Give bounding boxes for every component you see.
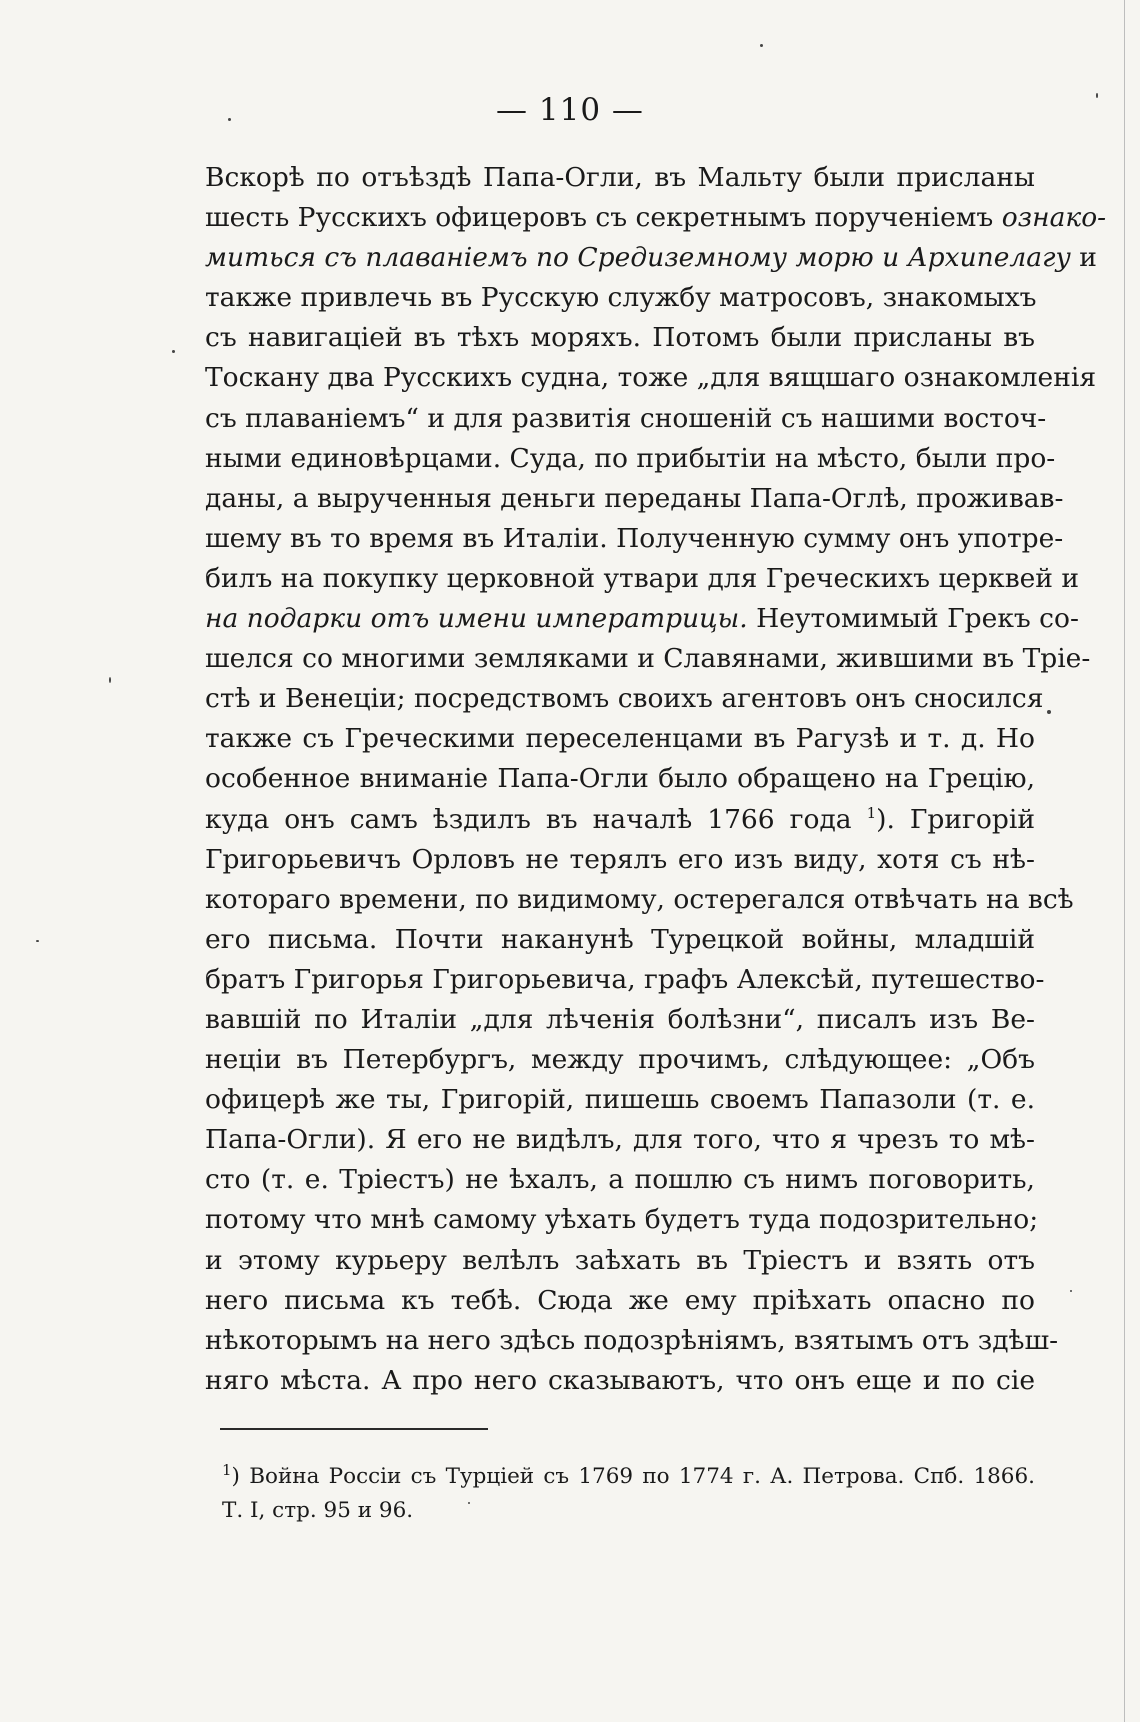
text-line: шему въ то время въ Италіи. Полученную сумму онъ употре-: [205, 522, 1064, 554]
footnote-marker: 1: [222, 1460, 232, 1479]
text-line: него письма къ тебѣ. Сюда же ему пріѣхать опасно по: [205, 1284, 1035, 1316]
footnotes: [222, 1460, 1035, 1528]
footnote-divider: [220, 1428, 488, 1430]
text-line: Вскорѣ по отъѣздѣ Папа-Огли, въ Мальту были присланы: [205, 162, 1035, 193]
scan-speck: [36, 940, 39, 942]
page-number: — 110 —: [496, 92, 644, 128]
text-line: ными единовѣрцами. Суда, по прибытіи на мѣсто, были про-: [205, 442, 1056, 474]
text-line: Папа-Огли). Я его не видѣлъ, для того, что я чрезъ то мѣ-: [205, 1124, 1035, 1156]
text-line: куда онъ самъ ѣздилъ въ началѣ 1766 года $^1$). Григорій: [205, 803, 1035, 835]
body-text: [205, 158, 1107, 1401]
text-line: на подарки отъ имени императрицы. Неутомимый Грекъ со-: [205, 603, 1079, 635]
scan-speck: [109, 677, 111, 683]
text-line: братъ Григорья Григорьевича, графъ Алексѣй, путешество-: [205, 963, 1045, 995]
scan-speck: [1047, 710, 1051, 714]
text-line: билъ на покупку церковной утвари для Греческихъ церквей и: [205, 562, 1080, 594]
text-line: Григорьевичъ Орловъ не терялъ его изъ виду, хотя съ нѣ-: [205, 843, 1035, 875]
scan-speck: [468, 1502, 470, 1504]
text-line: сто (т. е. Тріестъ) не ѣхалъ, а пошлю съ нимъ поговорить,: [205, 1164, 1035, 1196]
scan-speck: [1070, 1290, 1072, 1292]
scan-edge: [1124, 0, 1125, 1722]
footnote-ref: 1: [866, 803, 877, 822]
text-line: съ плаваніемъ“ и для развитія сношеній съ нашими восточ-: [205, 402, 1047, 434]
text-line: даны, а вырученныя деньги переданы Папа-Оглѣ, проживав-: [205, 482, 1064, 514]
scan-speck: [228, 118, 231, 121]
text-line: его письма. Почти наканунѣ Турецкой войны, младшій: [205, 923, 1035, 955]
text-line: вавшій по Италіи „для лѣченія болѣзни“, писалъ изъ Ве-: [205, 1003, 1035, 1035]
scan-speck: [760, 44, 763, 47]
text-line: стѣ и Венеціи; посредствомъ своихъ агентовъ онъ сносился: [205, 683, 1044, 715]
scan-speck: [1096, 93, 1098, 98]
text-line: неціи въ Петербургъ, между прочимъ, слѣдующее: „Объ: [205, 1044, 1035, 1076]
text-line: и этому курьеру велѣлъ заѣхать въ Тріестъ и взять отъ: [205, 1244, 1035, 1276]
footnote-line: $^1$) Война Россіи съ Турціей съ 1769 по 1774 г. А. Петрова. Спб. 1866.: [222, 1460, 1035, 1489]
text-line: шелся со многими земляками и Славянами, жившими въ Тріе-: [205, 643, 1091, 675]
text-line: также съ Греческими переселенцами въ Рагузѣ и т. д. Но: [205, 723, 1035, 755]
text-line: Тоскану два Русскихъ судна, тоже „для вящшаго ознакомленія: [205, 362, 1097, 394]
text-line: также привлечь въ Русскую службу матросовъ, знакомыхъ: [205, 282, 1037, 314]
text-line: миться съ плаваніемъ по Средиземному морю и Архипелагу и: [205, 242, 1097, 274]
text-line: особенное вниманіе Папа-Огли было обращено на Грецію,: [205, 763, 1035, 795]
text-line: шесть Русскихъ офицеровъ съ секретнымъ порученіемъ ознако-: [205, 202, 1107, 234]
footnote-line: Т. I, стр. 95 и 96.: [222, 1498, 414, 1523]
text-line: котораго времени, по видимому, остерегался отвѣчать на всѣ: [205, 883, 1074, 915]
text-line: съ навигаціей въ тѣхъ моряхъ. Потомъ были присланы въ: [205, 322, 1035, 354]
text-line: нѣкоторымъ на него здѣсь подозрѣніямъ, взятымъ отъ здѣш-: [205, 1324, 1059, 1356]
text-line: няго мѣста. А про него сказываютъ, что онъ еще и по сіе: [205, 1364, 1035, 1396]
text-line: офицерѣ же ты, Григорій, пишешь своемъ Папазоли (т. е.: [205, 1084, 1035, 1116]
text-line: потому что мнѣ самому уѣхать будетъ туда подозрительно;: [205, 1204, 1039, 1236]
scan-speck: [172, 350, 175, 353]
